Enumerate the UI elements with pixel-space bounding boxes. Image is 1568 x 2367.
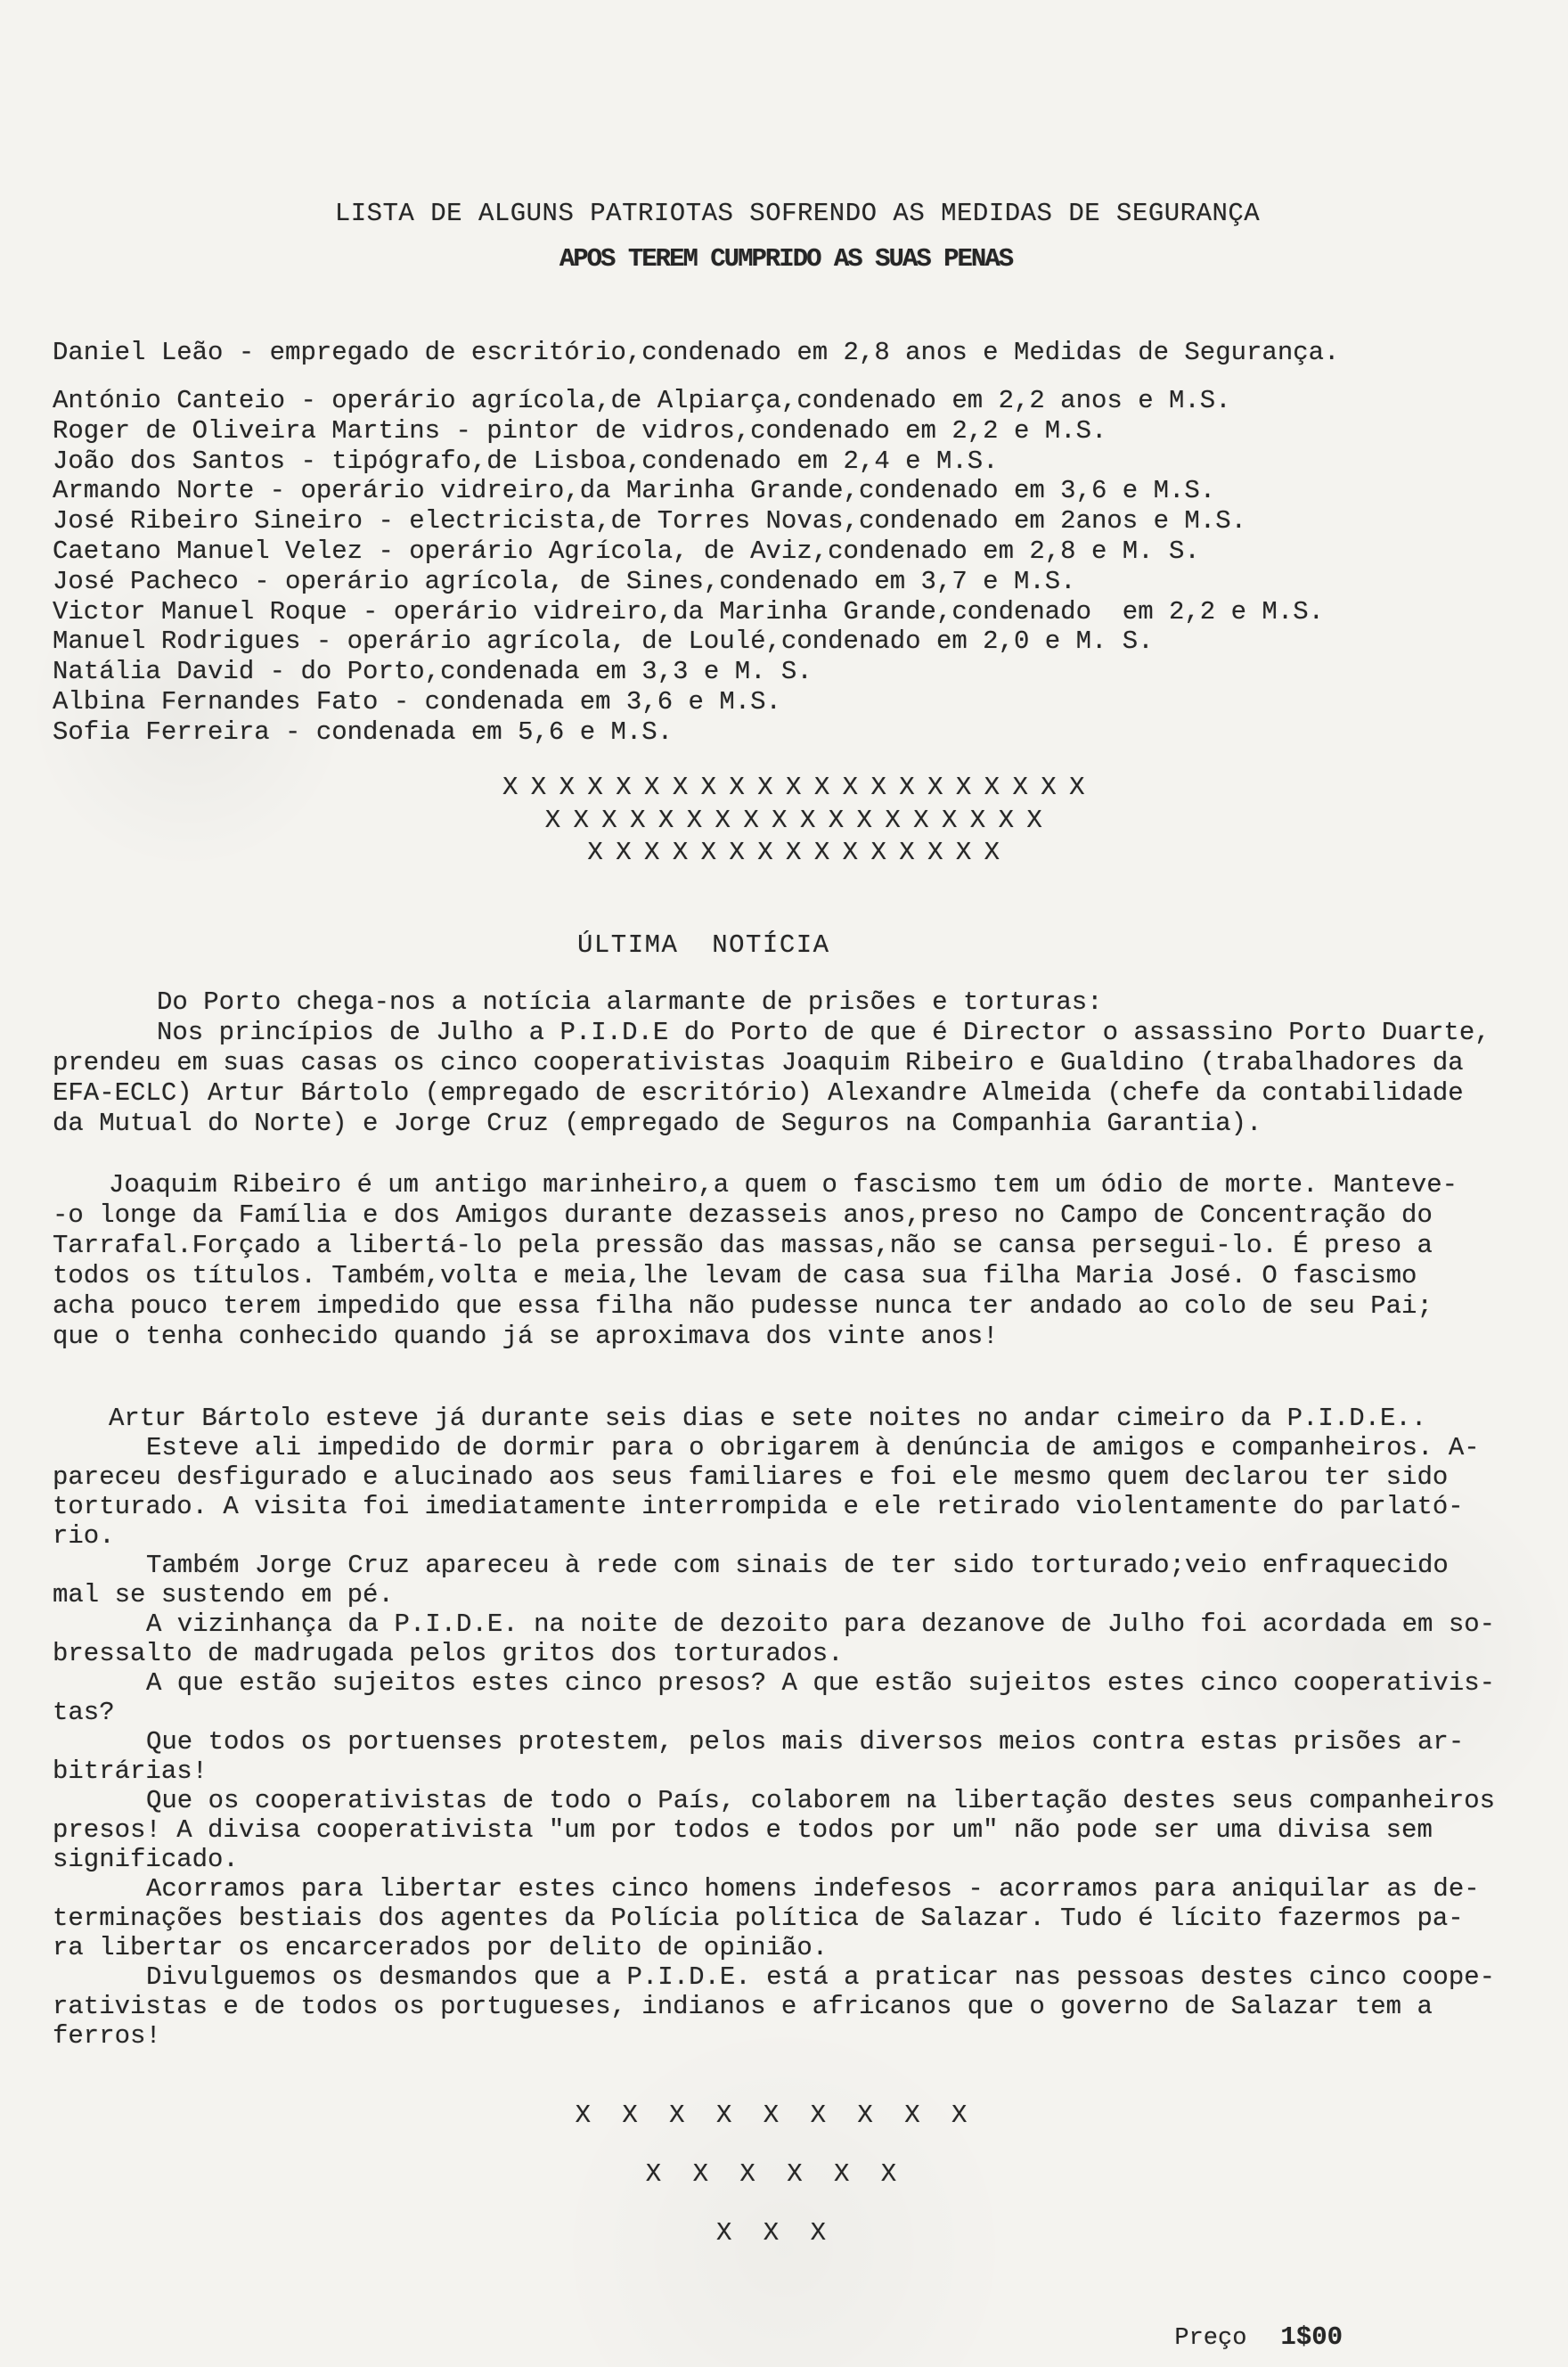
text-line: mal se sustendo em pé. <box>53 1580 394 1609</box>
text-line: EFA-ECLC) Artur Bártolo (empregado de escritório) Alexandre Almeida (chefe da contabilidade <box>53 1078 1464 1108</box>
text-line: Do Porto chega-nos a notícia alarmante de prisões e torturas: <box>157 987 1103 1017</box>
text-line: A vizinhança da P.I.D.E. na noite de dezoito para dezanove de Julho foi acordada em so- <box>146 1609 1496 1639</box>
separator-row: X X X X X X X X X <box>575 2101 976 2130</box>
separator-row: X X X X X X X X X X X X X X X X X X <box>544 805 1041 835</box>
text-line: ra libertar os encarcerados por delito de opinião. <box>53 1933 829 1962</box>
text-line: pareceu desfigurado e alucinado aos seus familiares e foi ele mesmo quem declarou ter sido <box>53 1462 1449 1492</box>
separator-row: X X X X X X <box>645 2159 905 2189</box>
prisoner-entry: Roger de Oliveira Martins - pintor de vidros,condenado em 2,2 e M.S. <box>53 415 1107 446</box>
text-line: terminações bestiais dos agentes da Polícia política de Salazar. Tudo é lícito fazermos pa- <box>53 1904 1464 1933</box>
text-line: Divulguemos os desmandos que a P.I.D.E. está a praticar nas pessoas destes cinco coope- <box>146 1962 1496 1992</box>
prisoner-entry: Caetano Manuel Velez - operário Agrícola, de Aviz,condenado em 2,8 e M. S. <box>53 536 1200 566</box>
text-line: torturado. A visita foi imediatamente interrompida e ele retirado violentamente do parlató- <box>53 1492 1464 1521</box>
price-footer <box>1146 2292 1343 2354</box>
text-line: A que estão sujeitos estes cinco presos? A que estão sujeitos estes cinco cooperativis- <box>146 1668 1496 1698</box>
text-line: Esteve ali impedido de dormir para o obrigarem à denúncia de amigos e companheiros. A- <box>146 1433 1480 1462</box>
text-line: significado. <box>53 1845 239 1874</box>
text-line: Que todos os portuenses protestem, pelos mais diversos meios contra estas prisões ar- <box>146 1727 1465 1757</box>
text-line: rativistas e de todos os portugueses, indianos e africanos que o governo de Salazar tem a <box>53 1992 1433 2021</box>
price-value: 1$00 <box>1280 2322 1343 2352</box>
prisoner-entry: Armando Norte - operário vidreiro,da Marinha Grande,condenado em 3,6 e M.S. <box>53 476 1216 506</box>
text-line: -o longe da Família e dos Amigos durante dezasseis anos,preso no Campo de Concentração do <box>53 1200 1433 1230</box>
text-line: prendeu em suas casas os cinco cooperativistas Joaquim Ribeiro e Gualdino (trabalhadores da <box>53 1048 1464 1077</box>
separator-row: X X X X X X X X X X X X X X X <box>587 838 999 867</box>
prisoner-entry: Manuel Rodrigues - operário agrícola, de Loulé,condenado em 2,0 e M. S. <box>53 627 1154 657</box>
text-line: Acorramos para libertar estes cinco homens indefesos - acorramos para aniquilar as de- <box>146 1874 1480 1904</box>
text-line: todos os títulos. Também,volta e meia,lhe levam de casa sua filha Maria José. O fascismo <box>53 1261 1417 1290</box>
text-line: da Mutual do Norte) e Jorge Cruz (empregado de Seguros na Companhia Garantia). <box>53 1109 1262 1138</box>
paragraph-2 <box>0 1170 1568 1352</box>
text-line: Joaquim Ribeiro é um antigo marinheiro,a quem o fascismo tem um ódio de morte. Manteve- <box>109 1170 1458 1200</box>
prisoner-entry: Natália David - do Porto,condenada em 3,3 e M. S. <box>53 657 813 687</box>
prisoner-lead-entry <box>0 338 1568 368</box>
text-line: tas? <box>53 1698 115 1727</box>
prisoner-entry: José Ribeiro Sineiro - electricista,de Torres Novas,condenado em 2anos e M.S. <box>53 506 1247 536</box>
separator-top <box>0 772 1568 870</box>
prisoner-entry: João dos Santos - tipógrafo,de Lisboa,condenado em 2,4 e M.S. <box>53 446 999 476</box>
text-line: presos! A divisa cooperativista "um por todos e todos por um" não pode ser uma divisa sem <box>53 1815 1433 1845</box>
text-line: acha pouco terem impedido que essa filha não pudesse nunca ter andado ao colo de seu Pai; <box>53 1291 1433 1321</box>
paragraph-3 <box>0 1404 1568 2051</box>
separator-bottom <box>0 2086 1568 2263</box>
text-line: bressalto de madrugada pelos gritos dos torturados. <box>53 1639 844 1668</box>
prisoner-entry: António Canteio - operário agrícola,de Alpiarça,condenado em 2,2 anos e M.S. <box>53 386 1231 415</box>
prisoner-entry: Albina Fernandes Fato - condenada em 3,6 e M.S. <box>53 686 781 717</box>
text-line: Tarrafal.Forçado a libertá-lo pela pressão das massas,não se cansa persegui-lo. É preso a <box>53 1231 1433 1260</box>
separator-row: X X X <box>715 2218 834 2248</box>
prisoner-entry: Daniel Leão - empregado de escritório,condenado em 2,8 anos e Medidas de Segurança. <box>53 338 1340 367</box>
text-line: que o tenha conhecido quando já se aproximava dos vinte anos! <box>53 1322 999 1351</box>
separator-row: X X X X X X X X X X X X X X X X X X X X X <box>502 773 1084 802</box>
text-line: rio. <box>53 1521 115 1551</box>
section-heading: ÚLTIMA NOTÍCIA <box>577 930 830 960</box>
document-title: LISTA DE ALGUNS PATRIOTAS SOFRENDO AS MEDIDAS DE SEGURANÇA <box>334 199 1261 228</box>
prisoner-entry: Sofia Ferreira - condenada em 5,6 e M.S. <box>53 717 674 747</box>
text-line: Também Jorge Cruz apareceu à rede com sinais de ter sido torturado;veio enfraquecido <box>146 1551 1449 1580</box>
prisoner-entry: Victor Manuel Roque - operário vidreiro,da Marinha Grande,condenado em 2,2 e M.S. <box>53 596 1325 627</box>
prisoner-list <box>0 386 1568 748</box>
text-line: bitrárias! <box>53 1757 208 1786</box>
paragraph-1 <box>0 987 1568 1139</box>
price-label: Preço <box>1174 2325 1247 2352</box>
text-line: ferros! <box>53 2021 161 2051</box>
text-line: Artur Bártolo esteve já durante seis dias e sete noites no andar cimeiro da P.I.D.E.. <box>109 1404 1427 1433</box>
prisoner-entry: José Pacheco - operário agrícola, de Sines,condenado em 3,7 e M.S. <box>53 566 1076 596</box>
text-line: Que os cooperativistas de todo o País, colaborem na libertação destes seus companheiros <box>146 1786 1496 1815</box>
text-line: Nos princípios de Julho a P.I.D.E do Porto de que é Director o assassino Porto Duarte, <box>157 1018 1490 1047</box>
document-subtitle: APOS TEREM CUMPRIDO AS SUAS PENAS <box>559 244 1013 274</box>
